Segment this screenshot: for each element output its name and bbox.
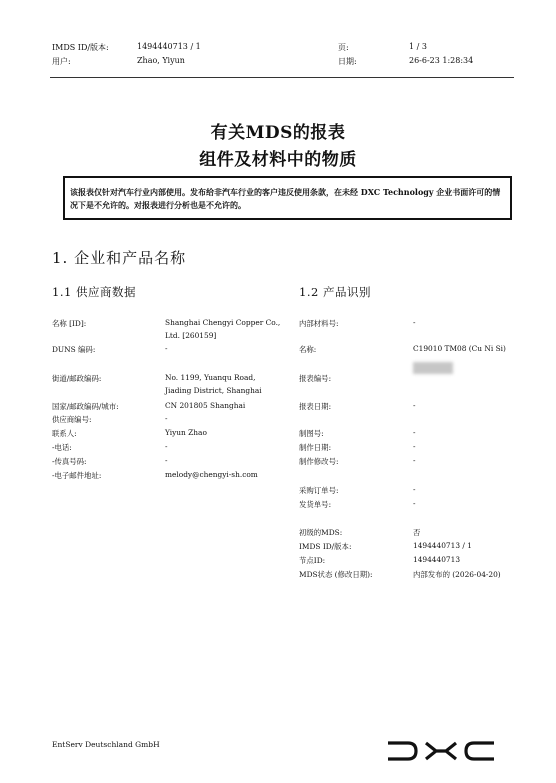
supplier-name-value-1: Shanghai Chengyi Copper Co., — [165, 318, 281, 327]
drawing-no-value: - — [413, 428, 416, 437]
supplier-heading: 1.1 供应商数据 — [52, 285, 136, 299]
email-label: -电子邮件地址: — [52, 471, 102, 480]
header-mds-id-value: 1494440713 / 1 — [137, 42, 201, 51]
report-date-label: 报表日期: — [299, 402, 332, 411]
usage-notice-text: 该报表仅针对汽车行业内部使用。发布给非汽车行业的客户违反使用条款，在未经 DXC Technology 企业书面许可的情况下是不允许的。对报表进行分析也是不允许的。 — [70, 187, 501, 210]
usage-notice-box — [63, 176, 512, 220]
supplier-name-label: 名称 [ID]: — [52, 319, 87, 328]
mds-status-label: MDS状态 (修改日期): — [299, 570, 373, 579]
header-divider — [50, 77, 514, 78]
supplier-name-value-2: Ltd. [260159] — [165, 331, 217, 340]
phone-value: - — [165, 442, 168, 451]
header-page-label: 页: — [338, 43, 349, 52]
email-value: melody@chengyi-sh.com — [165, 470, 258, 479]
header-user-label: 用户: — [52, 57, 71, 66]
product-name-value: C19010 TM08 (Cu Ni Si) — [413, 344, 506, 353]
supplier-no-label: 供应商编号: — [52, 415, 92, 424]
delivery-label: 发货单号: — [299, 500, 332, 509]
dxc-logo-icon — [386, 736, 496, 766]
node-id-value: 1494440713 — [413, 555, 461, 564]
product-heading: 1.2 产品识别 — [299, 285, 371, 299]
redacted-block — [413, 362, 453, 374]
supplier-no-value: - — [165, 414, 168, 423]
delivery-value: - — [413, 499, 416, 508]
contact-label: 联系人: — [52, 429, 77, 438]
drawing-date-label: 制作日期: — [299, 443, 332, 452]
report-no-label: 报表编号: — [299, 374, 332, 383]
initial-mds-label: 初级的MDS: — [299, 528, 343, 537]
country-value: CN 201805 Shanghai — [165, 401, 246, 410]
drawing-no-label: 制图号: — [299, 429, 324, 438]
imds-id-value: 1494440713 / 1 — [413, 541, 472, 550]
street-label: 街道/邮政编码: — [52, 374, 102, 383]
report-date-value: - — [413, 401, 416, 410]
fax-value: - — [165, 456, 168, 465]
country-label: 国家/邮政编码/城市: — [52, 402, 119, 411]
internal-no-value: - — [413, 318, 416, 327]
header-page-value: 1 / 3 — [409, 42, 427, 51]
header-date-label: 日期: — [338, 57, 357, 66]
po-label: 采购订单号: — [299, 486, 339, 495]
initial-mds-value: 否 — [413, 528, 421, 537]
header-date-value: 26-6-23 1:28:34 — [409, 56, 474, 65]
po-value: - — [413, 485, 416, 494]
internal-no-label: 内部材料号: — [299, 319, 339, 328]
phone-label: -电话: — [52, 443, 72, 452]
product-name-label: 名称: — [299, 345, 317, 354]
fax-label: -传真号码: — [52, 457, 87, 466]
page-title-line2: 组件及材料中的物质 — [199, 150, 357, 170]
node-id-label: 节点ID: — [299, 556, 326, 565]
section-heading: 1. 企业和产品名称 — [52, 249, 187, 267]
header-user-value: Zhao, Yiyun — [137, 56, 185, 65]
mds-status-value: 内部发布的 (2026-04-20) — [413, 570, 501, 579]
contact-value: Yiyun Zhao — [165, 428, 207, 437]
street-value-2: Jiading District, Shanghai — [165, 386, 262, 395]
duns-label: DUNS 编码: — [52, 345, 96, 354]
duns-value: - — [165, 344, 168, 353]
revision-value: - — [413, 456, 416, 465]
imds-id-label: IMDS ID/版本: — [299, 542, 352, 551]
header-mds-id-label: IMDS ID/版本: — [52, 43, 109, 52]
revision-label: 制作修改号: — [299, 457, 339, 466]
footer-company: EntServ Deutschland GmbH — [52, 740, 160, 749]
street-value-1: No. 1199, Yuanqu Road, — [165, 373, 256, 382]
drawing-date-value: - — [413, 442, 416, 451]
page-title-line1: 有关MDS的报表 — [210, 123, 346, 143]
